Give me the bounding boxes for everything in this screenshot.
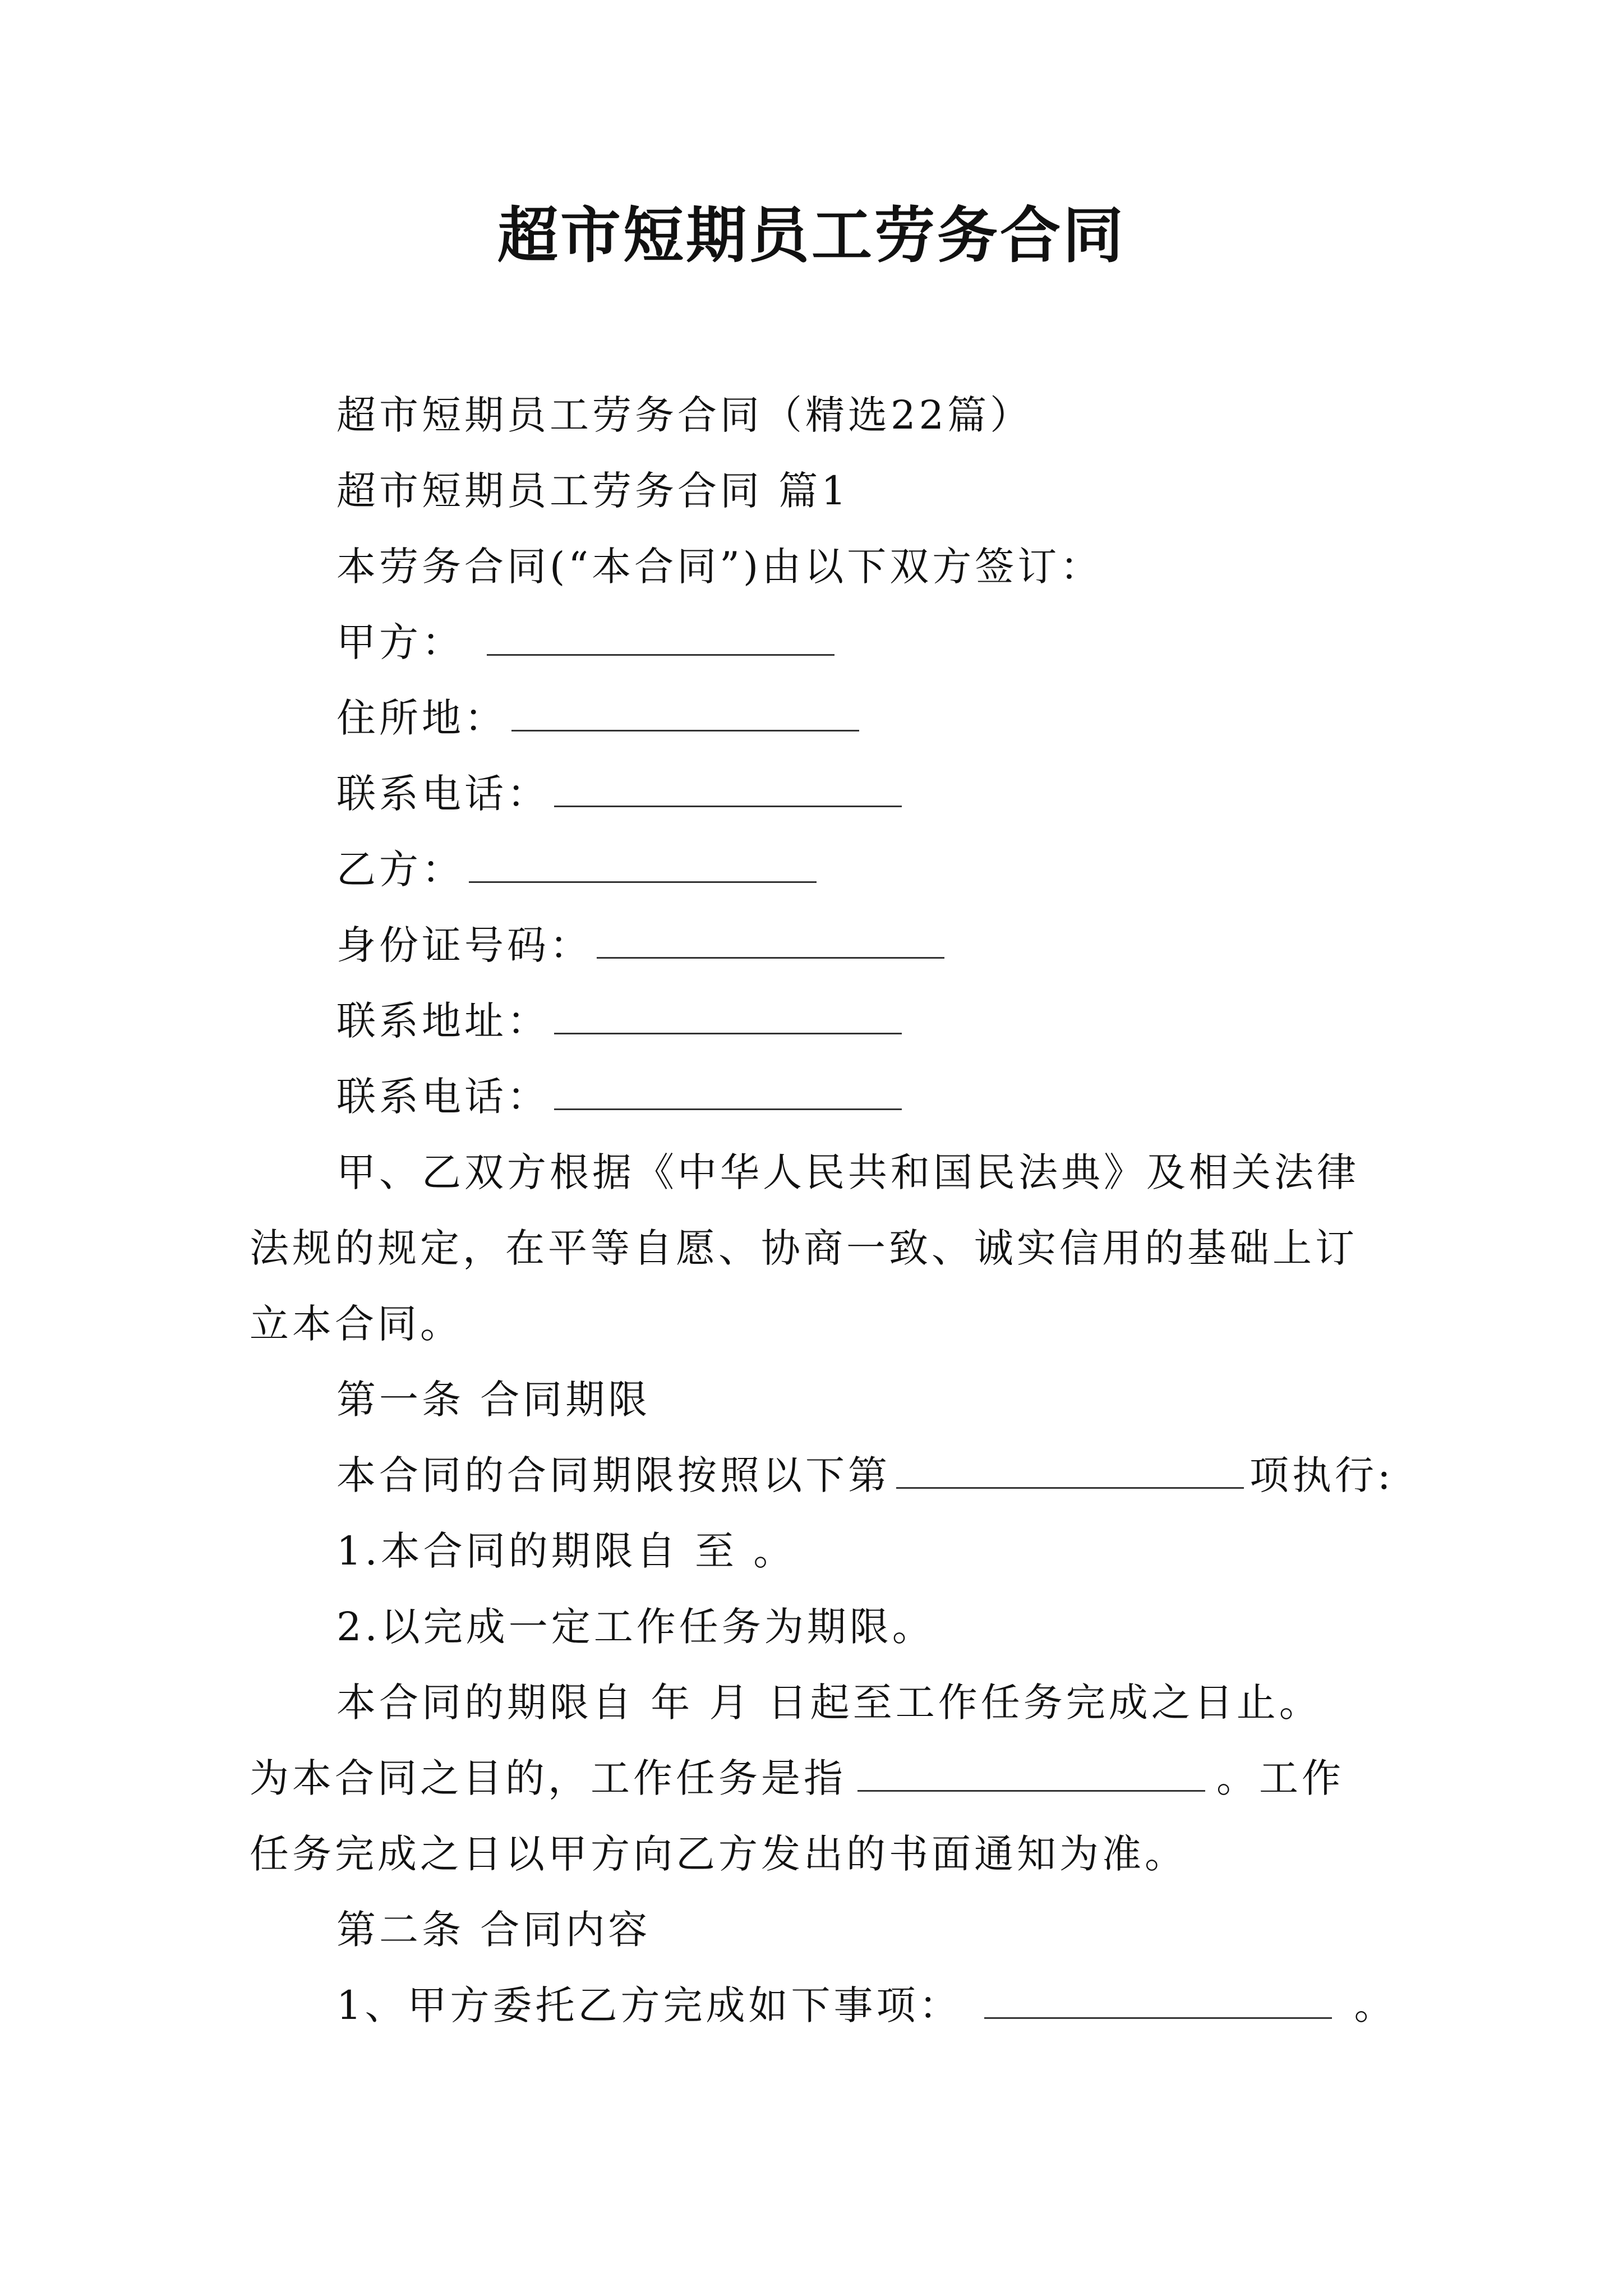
fill-in-blank [487,620,834,656]
fill-in-blank [984,1984,1332,2019]
article-2-item-1 [336,1977,1397,2033]
fill-in-blank [554,1075,902,1110]
article-1-paragraph-line: 本合同的期限自 年 月 日起至工作任务完成之日止。 [336,1680,1322,1726]
fill-in-blank [511,696,859,731]
document-subtitle: 超市短期员工劳务合同（精选22篇） [336,392,1033,438]
field-label: 联系电话： [336,771,550,817]
text-fragment: 为本合同之目的，工作任务是指 [250,1755,846,1801]
field-label: 联系电话： [336,1074,550,1120]
field-label: 联系地址： [336,998,550,1044]
field-label: 住所地： [336,695,507,741]
fill-in-blank [469,848,817,883]
text-fragment: 。工作 [1216,1755,1344,1801]
section-heading: 超市短期员工劳务合同 篇1 [336,468,850,514]
article-2-heading: 第二条 合同内容 [336,1907,651,1953]
text-fragment: 本合同的合同期限按照以下第 [336,1452,891,1498]
text-fragment: 1、甲方委托乙方完成如下事项： [336,1982,962,2028]
document-title: 超市短期员工劳务合同 [497,200,1126,271]
text-fragment: 。 [1354,1982,1397,2028]
basis-paragraph-line: 法规的规定，在平等自愿、协商一致、诚实信用的基础上订 [250,1225,1358,1271]
party-a-address-field [336,690,859,746]
party-b-id-field [336,917,944,973]
fill-in-blank [554,999,902,1034]
article-1-item-1: 1.本合同的期限自 至 。 [336,1528,796,1574]
field-label: 乙方： [336,846,464,892]
text-fragment: 项执行: [1249,1452,1394,1498]
party-b-phone-field [336,1069,902,1125]
article-1-heading: 第一条 合同期限 [336,1377,651,1423]
basis-paragraph-line: 甲、乙双方根据《中华人民共和国民法典》及相关法律 [336,1149,1359,1195]
article-1-item-2: 2.以完成一定工作任务为期限。 [336,1604,935,1650]
party-b-address-field [336,993,902,1049]
article-1-paragraph-line: 任务完成之日以甲方向乙方发出的书面通知为准。 [250,1831,1187,1877]
field-label: 甲方： [336,619,464,665]
party-a-phone-field [336,766,902,822]
intro-paragraph: 本劳务合同(“本合同”)由以下双方签订： [336,544,1103,590]
fill-in-blank [896,1453,1244,1489]
fill-in-blank [597,923,944,959]
party-a-name-field [336,614,834,670]
fill-in-blank [857,1756,1205,1792]
fill-in-blank [554,772,902,807]
article-1-term-line [336,1447,1394,1503]
field-label: 身份证号码： [336,922,592,968]
party-b-name-field [336,841,817,898]
article-1-paragraph-line [250,1750,1344,1806]
basis-paragraph-line: 立本合同。 [250,1301,463,1347]
